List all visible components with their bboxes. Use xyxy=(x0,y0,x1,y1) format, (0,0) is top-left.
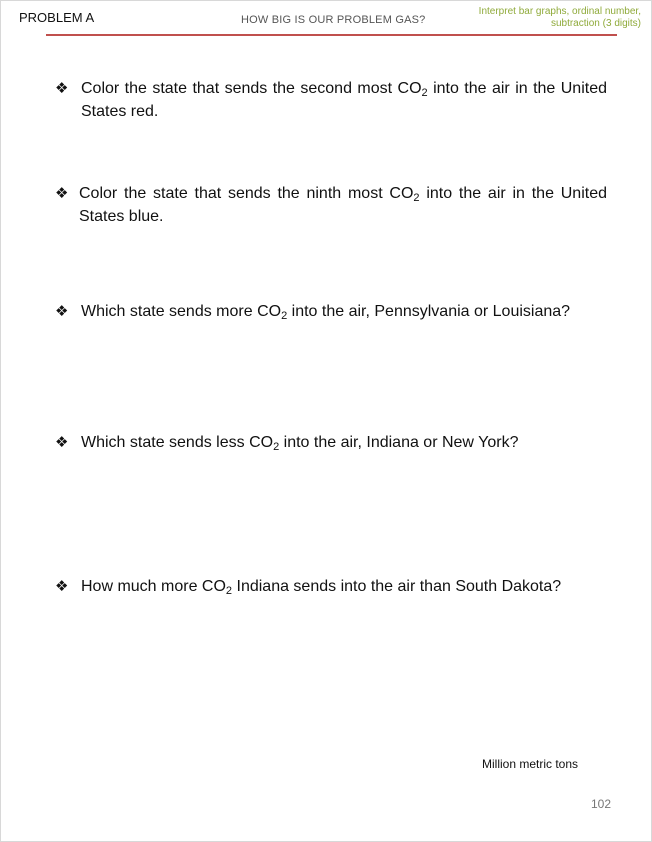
page-number: 102 xyxy=(591,797,612,811)
question-2 xyxy=(55,182,607,228)
question-2-text: Color the state that sends the ninth most $CO_2$ into the air in the United States blue. xyxy=(79,185,608,225)
unit-label: Million metric tons xyxy=(482,757,579,771)
question-3 xyxy=(55,300,607,323)
question-5 xyxy=(55,575,607,598)
question-1-text: Color the state that sends the second most $CO_2$ into the air in the United States red. xyxy=(81,80,607,120)
diamond-bullet-icon: ❖ xyxy=(55,434,69,451)
topic-note-line-1: Interpret bar graphs, ordinal number, xyxy=(478,6,641,17)
diamond-bullet-icon: ❖ xyxy=(55,185,69,202)
question-4 xyxy=(55,431,607,454)
diamond-bullet-icon: ❖ xyxy=(55,80,69,97)
question-4-text: Which state sends less $CO_2$ into the air, Indiana or New York? xyxy=(81,434,519,453)
diamond-bullet-icon: ❖ xyxy=(55,578,69,595)
header-divider xyxy=(46,34,617,36)
topic-note xyxy=(441,6,641,30)
problem-label: PROBLEM A xyxy=(19,10,95,25)
question-3-text: Which state sends more $CO_2$ into the air, Pennsylvania or Louisiana? xyxy=(81,303,571,322)
question-1 xyxy=(55,77,607,123)
question-5-text: How much more $CO_2$ Indiana sends into the air than South Dakota? xyxy=(81,578,562,597)
diamond-bullet-icon: ❖ xyxy=(55,303,69,320)
topic-note-line-2: subtraction (3 digits) xyxy=(550,18,641,29)
page-title: HOW BIG IS OUR PROBLEM GAS? xyxy=(241,14,426,26)
